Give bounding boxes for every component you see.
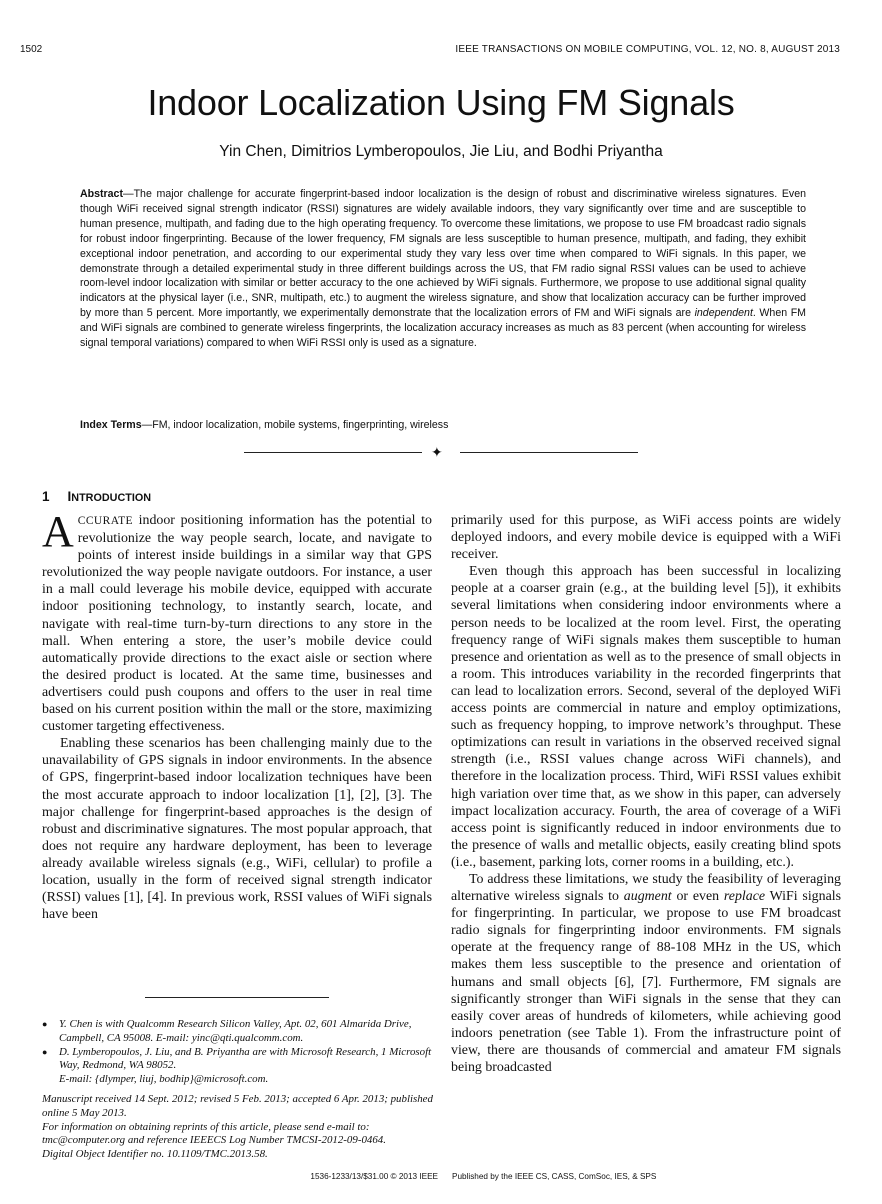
italic-replace: replace	[723, 889, 766, 905]
divider-line-right	[460, 452, 638, 453]
affiliation-item	[42, 1018, 434, 1046]
footnotes	[42, 1018, 434, 1162]
affiliation-item	[42, 1046, 434, 1087]
diamond-ornament-icon: ✦	[431, 444, 443, 460]
doi: Digital Object Identifier no. 10.1109/TMC.2013.58.	[42, 1148, 268, 1161]
paragraph-text: WiFi signals for fingerprinting. In particular, we propose to use FM broadcast radio signals for fingerprinting indoor environments. FM signals operate at the frequency range of 88-108 MHz in the US, which makes them less susceptible to the presence and orientation of humans and small objects [6], [7]. Furthermore, FM signals are significantly stronger than WiFi signals in the sense that they can easily cover areas of hundreds of kilometers, while achieving good indoors penetration (see Table 1). From the infrastructure point of view, there are thousands of commercial and amateur FM signals being broadcasted	[451, 889, 841, 1075]
manuscript-dates: Manuscript received 14 Sept. 2012; revised 5 Feb. 2013; accepted 6 Apr. 2013; published online 5 May 2013.	[42, 1092, 433, 1119]
abstract-italic: independent	[694, 307, 753, 320]
affiliation-email: E-mail: {dlymper, liuj, bodhip}@microsoft.com.	[59, 1073, 269, 1086]
abstract-text-end: . When FM and WiFi signals are combined to generate wireless fingerprints, the localization accuracy increases as much as 83 percent (when accounting for wireless signal temporal variations) compared to when WiFi RSSI only is used as a signature.	[80, 307, 806, 350]
italic-augment: augment	[623, 889, 672, 905]
reprints-info: For information on obtaining reprints of this article, please send e-mail to: tmc@computer.org and reference IEEECS Log Number TMCSI-2012-09-0464.	[42, 1120, 386, 1147]
paper-title: Indoor Localization Using FM Signals	[147, 82, 735, 123]
affiliation-text: Y. Chen is with Qualcomm Research Silicon Valley, Apt. 02, 601 Almarida Drive, Campbell, CA 95008. E-mail: yinc@qti.qualcomm.com.	[59, 1018, 412, 1044]
first-word-smallcaps: CCURATE	[77, 515, 133, 527]
section-divider	[244, 446, 638, 460]
journal-header: IEEE TRANSACTIONS ON MOBILE COMPUTING, VOL. 12, NO. 8, AUGUST 2013	[455, 44, 840, 55]
affiliation-text: D. Lymberopoulos, J. Liu, and B. Priyantha are with Microsoft Research, 1 Microsoft Way, Redmond, WA 98052.	[59, 1045, 432, 1072]
index-terms-text: —FM, indoor localization, mobile systems, fingerprinting, wireless	[141, 419, 449, 431]
bullet-icon: ●	[42, 1046, 48, 1057]
paragraph: Even though this approach has been successful in localizing people at a coarser grain (e.g., at the building level [5]), it exhibits several limitations when considering indoor environments where a person needs to be localized at the room level. First, the operating frequency range of WiFi signals makes them susceptible to human presence and orientation as well as to the presence of small objects in a room. This introduces variability in the recorded fingerprints that can lead to localization errors. Second, several of the deployed WiFi access points are commercial in nature and employ optimizations, such as frequency hopping, to improve network’s throughput. These optimizations can result in variations in the observed received signal strength (i.e., RSSI values change across WiFi channels), and therefore in the localization process. Third, WiFi RSSI values exhibit high variation over time that, as we show in this paper, can adversely impact localization accuracy. Fourth, the area of coverage of a WiFi access point is significantly reduced in indoor environments due to the presence of walls and metallic objects, easily creating blind spots (i.e., basement, parking lots, corner rooms in a building, etc.).	[451, 564, 841, 870]
author-list: Yin Chen, Dimitrios Lymberopoulos, Jie Liu, and Bodhi Priyantha	[219, 143, 663, 160]
divider-line-left	[244, 452, 422, 453]
section-heading	[42, 489, 151, 504]
footnote-rule	[145, 997, 329, 998]
paragraph: primarily used for this purpose, as WiFi access points are widely deployed indoors, and every mobile device is equipped with a WiFi receiver.	[451, 513, 841, 563]
paragraph-text: To address these limitations, we study the feasibility of leveraging alternative wireless signals to	[451, 871, 841, 905]
abstract	[80, 187, 806, 351]
paragraph: Enabling these scenarios has been challenging mainly due to the unavailability of GPS signals in indoor environments. In the absence of GPS, fingerprint-based indoor localization techniques have been the most accurate approach to indoor localization [1], [2], [3]. The major challenge for fingerprint-based approaches is the design of robust and discriminative signatures. The most popular approach, that does not require any hardware deployment, has been to leverage already available wireless signals (e.g., WiFi, cellular) to profile a location, usually in the form of received signal strength indicator (RSSI) values [1], [4]. In previous work, RSSI values of WiFi signals have been	[42, 736, 432, 923]
section-number: 1	[42, 489, 50, 504]
page-number: 1502	[20, 44, 43, 55]
index-terms-label: Index Terms	[80, 419, 142, 431]
left-column	[42, 507, 432, 923]
section-title-initial: I	[67, 489, 72, 504]
publisher-line: Published by the IEEE CS, CASS, ComSoc, IES, & SPS	[452, 1172, 657, 1181]
paragraph	[42, 507, 432, 735]
right-column	[451, 512, 841, 1076]
bullet-icon: ●	[42, 1019, 48, 1029]
paragraph	[451, 871, 841, 1076]
drop-cap: A	[42, 507, 74, 556]
abstract-text: —The major challenge for accurate fingerprint-based indoor localization is the design of robust and discriminative wireless signatures. Even though WiFi received signal strength indicator (RSSI) signatures are widely available indoors, they vary significantly over time and are susceptible to human presence, multipath, and fading due to the high operating frequency. To overcome these limitations, we propose to use FM broadcast radio signals for robust indoor fingerprinting. Because of the lower frequency, FM signals are less susceptible to human presence, multipath, and fading, they exhibit exceptional indoor penetration, and according to our experimental study they vary less over time when compared to WiFi signals. In this paper, we demonstrate through a detailed experimental study in three different buildings across the US, that FM radio signal RSSI values can be used to achieve room-level indoor localization with similar or better accuracy to the one achieved by WiFi signals. Furthermore, we propose to use additional signal quality indicators at the physical layer (i.e., SNR, multipath, etc.) to augment the wireless signature, and show that localization accuracy can be further improved by more than 5 percent. More importantly, we experimentally demonstrate that the localization errors of FM and WiFi signals are	[80, 188, 806, 320]
section-title-rest: NTRODUCTION	[71, 492, 152, 504]
abstract-label: Abstract	[80, 188, 123, 200]
paragraph-text: or even	[671, 889, 724, 905]
issn-copyright: 1536-1233/13/$31.00 © 2013 IEEE	[310, 1172, 438, 1181]
index-terms	[80, 419, 806, 431]
paragraph-text: indoor positioning information has the potential to revolutionize the way people search, locate, and navigate to points of interest inside buildings in a similar way that GPS revolutionized the way people navigate outdoors. For instance, a user in a mall could leverage his mobile device, equipped with accurate indoor positioning technology, to instantly search, locate, and navigate with real-time turn-by-turn directions to any store in the mall. When entering a store, the user’s mobile device could automatically provide directions to the exact aisle or section where the desired product is located. At the same time, businesses and advertisers could push coupons and offers to the user in real time based on his current position within the mall or the store, maximizing customer targeting effectiveness.	[42, 513, 432, 735]
